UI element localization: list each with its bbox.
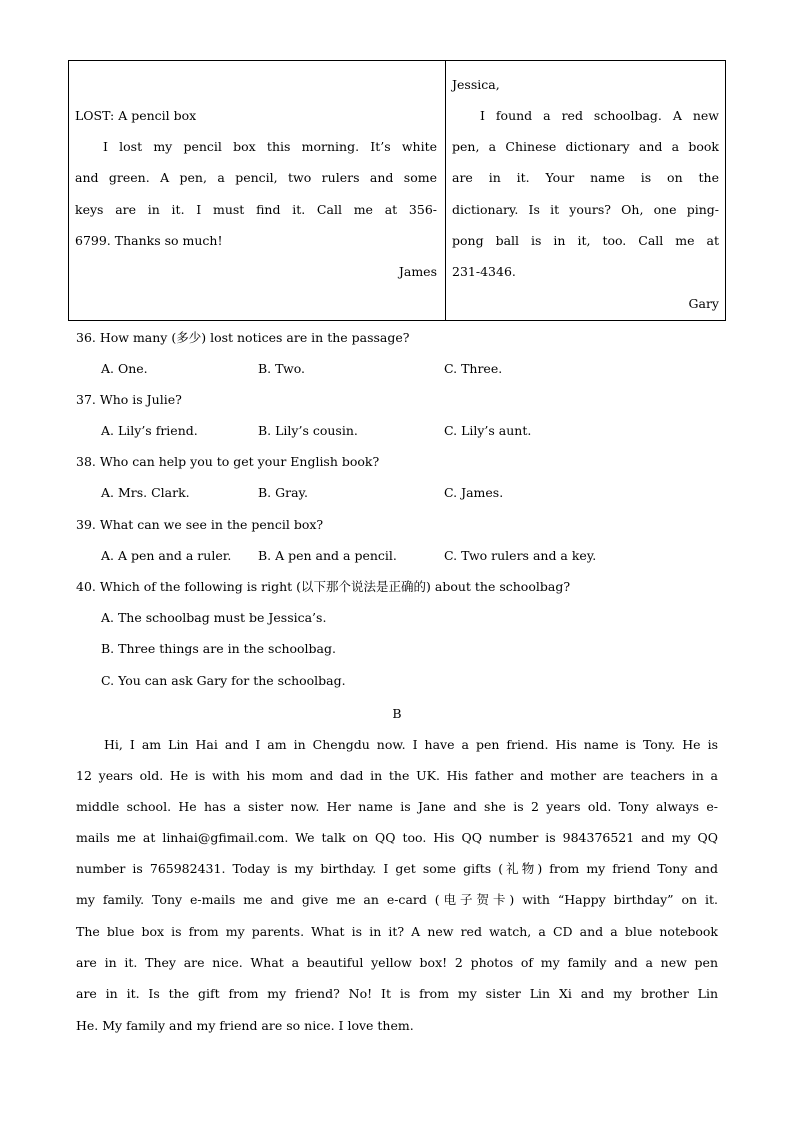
- passage-line: The blue box is from my parents. What is in it? A new red watch, a CD and a blue notebook: [76, 924, 718, 939]
- found-notice-line: I found a red schoolbag. A new: [480, 108, 719, 123]
- notice-table: [68, 60, 726, 321]
- lost-notice-title: LOST: A pencil box: [75, 108, 197, 123]
- option-a: A. One.: [101, 361, 148, 376]
- lost-notice-cell: [75, 61, 437, 320]
- lost-notice-line: keys are in it. I must find it. Call me at 356-: [75, 202, 437, 217]
- passage-line: He. My family and my friend are so nice. I love them.: [76, 1018, 414, 1033]
- found-notice-cell: [452, 61, 719, 320]
- passage-line: are in it. Is the gift from my friend? No! It is from my sister Lin Xi and my brother Lin: [76, 986, 718, 1001]
- section-heading: B: [392, 706, 402, 721]
- option-b: B. Lily’s cousin.: [258, 423, 358, 438]
- passage-line: my family. Tony e-mails me and give me an e-card (电子贺卡) with “Happy birthday” on it.: [76, 892, 718, 907]
- option-b: B. Gray.: [258, 485, 308, 500]
- passage-line: 12 years old. He is with his mom and dad in the UK. His father and mother are teachers in a: [76, 768, 718, 783]
- lost-notice-line: I lost my pencil box this morning. It’s white: [103, 139, 437, 154]
- option-a: A. The schoolbag must be Jessica’s.: [101, 610, 327, 625]
- question-stem: 37. Who is Julie?: [76, 392, 182, 407]
- passage-line: Hi, I am Lin Hai and I am in Chengdu now. I have a pen friend. His name is Tony. He is: [104, 737, 718, 752]
- question-stem: 39. What can we see in the pencil box?: [76, 517, 324, 532]
- option-a: A. Mrs. Clark.: [101, 485, 190, 500]
- option-c: C. Lily’s aunt.: [444, 423, 532, 438]
- option-a: A. Lily’s friend.: [101, 423, 198, 438]
- found-notice-line: dictionary. Is it yours? Oh, one ping-: [452, 202, 719, 217]
- option-c: C. James.: [444, 485, 504, 500]
- question-stem: 36. How many (多少) lost notices are in the passage?: [76, 330, 410, 345]
- option-a: A. A pen and a ruler.: [101, 548, 232, 563]
- question-stem: 38. Who can help you to get your English book?: [76, 454, 380, 469]
- passage-line: are in it. They are nice. What a beautiful yellow box! 2 photos of my family and a new pen: [76, 955, 718, 970]
- passage-line: middle school. He has a sister now. Her name is Jane and she is 2 years old. Tony always e-: [76, 799, 718, 814]
- option-b: B. A pen and a pencil.: [258, 548, 397, 563]
- found-notice-greeting: Jessica,: [452, 77, 500, 92]
- found-notice-line: pong ball is in it, too. Call me at: [452, 233, 719, 248]
- passage-line: number is 765982431. Today is my birthday. I get some gifts (礼物) from my friend Tony and: [76, 861, 718, 876]
- found-notice-line: 231-4346.: [452, 264, 516, 279]
- table-divider: [445, 61, 446, 320]
- lost-notice-signature: James: [398, 264, 437, 279]
- found-notice-line: pen, a Chinese dictionary and a book: [452, 139, 719, 154]
- lost-notice-line: and green. A pen, a pencil, two rulers and some: [75, 170, 437, 185]
- found-notice-signature: Gary: [688, 296, 719, 311]
- lost-notice-line: 6799. Thanks so much!: [75, 233, 223, 248]
- passage-line: mails me at linhai@gfimail.com. We talk on QQ too. His QQ number is 984376521 and my QQ: [76, 830, 718, 845]
- found-notice-line: are in it. Your name is on the: [452, 170, 719, 185]
- option-c: C. Three.: [444, 361, 503, 376]
- option-b: B. Two.: [258, 361, 306, 376]
- option-c: C. You can ask Gary for the schoolbag.: [101, 673, 346, 688]
- option-c: C. Two rulers and a key.: [444, 548, 597, 563]
- option-b: B. Three things are in the schoolbag.: [101, 641, 336, 656]
- question-stem: 40. Which of the following is right (以下那个说法是正确的) about the schoolbag?: [76, 579, 571, 594]
